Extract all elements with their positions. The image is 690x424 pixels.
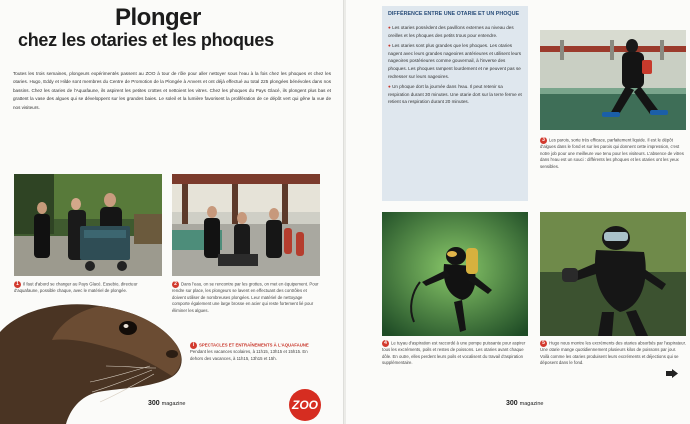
left-page (0, 0, 344, 424)
sidebar-item-text: Un phoque dort la journée dans l'eau. Il peut retenir sa respiration durant 30 minutes. Une otarie dort sur la terre ferme et retient sa respiration durant 20 minutes. (388, 84, 522, 105)
caption-badge-5: 5 (540, 340, 547, 347)
photo-divers-walking (14, 174, 162, 276)
caption-5-text: Hugo nous montre les excréments des otaries absorbés par l'aspirateur. Une otarie mange quotidiennement plusieurs kilos de poissons par jour. Voilà comme les otaries produisent leurs excréments et déjections qui se déposent dans le fond. (540, 340, 686, 366)
difference-sidebar (382, 6, 528, 201)
sidebar-item: ● Les otaries sont plus grandes que les phoques. Les otaries nagent avec leurs grandes nageoires antérieures et utilisent leurs nageoires postérieures comme gouvernail, à l'inverse des phoques. Les phoques rampent lourdement et ne peuvent pas se redresser sur leurs nageoires. (388, 43, 522, 79)
photo-underwater-diver (382, 212, 528, 336)
intro-text: Toutes les trois semaines, plongeurs expérimentés passent au ZOO à tour de rôle pour aller nettoyer sous l'eau à la fois chez les phoques et chez les otaries. Hugo, Eddy et Hilde sont membres du Centre de Promotion de la Plongée à Anvers et ont déjà effectué au total 225 plongées bénévoles dans nos bassins. Chez les otaries de l'Aquafaune, ils aspirent les petites crottes et nettoient les vitres. Chez les phoques du Pays Glacé, ils plongent plus bas et grattent la vase des algues qui se développent sur les grandes baies. Le soleil et la lumière favorisent la prolifération de ce dépôt vert qui gêne la vue de nos visiteurs. (13, 71, 331, 110)
caption-badge-1: 1 (14, 281, 21, 288)
sidebar-heading: DIFFÉRENCE ENTRE UNE OTARIE ET UN PHOQUE (388, 11, 520, 17)
sidebar-item: ● Un phoque dort la journée dans l'eau. Il peut retenir sa respiration durant 30 minutes. Une otarie dort sur la terre ferme et retient sa respiration durant 20 minutes. (388, 84, 522, 105)
photo-divers-gearing (172, 174, 320, 276)
caption-3-text: Les parois, sorte très efficace, parfaitement liquide. Il est le dépôt d'algues dans le fond et sur les parois qui donnent cette impression, c'est notre job pour une meilleure vue tenu pour les visiteurs. L'absence de vitres dans l'eau est un souci : différents les phoques et les otaries ont les yeux sensibles. (540, 137, 684, 170)
page-title: Plonger (115, 4, 201, 31)
info-box-shows (190, 342, 318, 363)
caption-badge-2: 2 (172, 281, 179, 288)
caption-2 (172, 281, 320, 315)
info-text: Pendant les vacances scolaires, à 11h15, 13h15 et 15h15. En dehors des vacances, à 11h15, 13h15 et 15h. (190, 349, 308, 362)
folio-left (148, 400, 186, 407)
photo-diver-pool (540, 30, 686, 130)
caption-2-text: Dans l'eau, on se rencontre par les grottes, on met en équipement. Pour rendre sur place, les plongeurs se lavent en effectuant des contrôles et doivent utiliser de nombreuses plongées. Leur matériel de nettoyage comporte également une large brosse en acier qui reste fortement lié pour éliminer les algues. (172, 281, 319, 314)
folio-right-label: magazine (519, 401, 544, 407)
folio-right-number: 300 (506, 400, 518, 407)
page-subtitle: chez les otaries et les phoques (18, 30, 274, 50)
caption-3 (540, 137, 686, 171)
zoo-logo: ZOO (289, 389, 321, 421)
caption-4 (382, 340, 528, 367)
folio-left-label: magazine (161, 401, 186, 407)
folio-left-number: 300 (148, 400, 160, 407)
sidebar-item-text: Les otaries sont plus grandes que les phoques. Les otaries nagent avec leurs grandes nageoires antérieures et utilisent leurs nageoires postérieures comme gouvernail, à l'inverse des phoques. Les phoques rampent lourdement et ne peuvent pas se redresser sur leurs nageoires. (388, 43, 522, 79)
photo-diver-closeup (540, 212, 686, 336)
info-icon: i (190, 342, 197, 349)
sidebar-item-text: Les otaries possèdent des pavillons externes au niveau des oreilles et les phoques des petits trous pour entendre. (388, 25, 514, 38)
caption-5 (540, 340, 686, 367)
caption-badge-4: 4 (382, 340, 389, 347)
continue-arrow-icon (666, 369, 678, 378)
caption-4-text: Le tuyau d'aspiration est raccordé à une pompe puissante pour aspirer tous les excréments, poils et restes de poissons. Les otaries avant chaque dôle. En outre, elles perdent leurs poils et vocalisent du travail d'aspiration supplémentaire. (382, 340, 526, 366)
sidebar-item: ● Les otaries possèdent des pavillons externes au niveau des oreilles et les phoques des petits trous pour entendre. (388, 25, 514, 38)
info-heading: SPECTACLES ET ENTRAÎNEMENTS À L'AQUAFAUNE (199, 342, 309, 348)
caption-1-text: Il faut d'abord se changer au Pays Glacé. Eusebio, directeur d'aquafaune, possible chaque, avec le matériel de plongée. (14, 281, 138, 294)
right-page (346, 0, 690, 424)
caption-badge-3: 3 (540, 137, 547, 144)
folio-right (506, 400, 544, 407)
